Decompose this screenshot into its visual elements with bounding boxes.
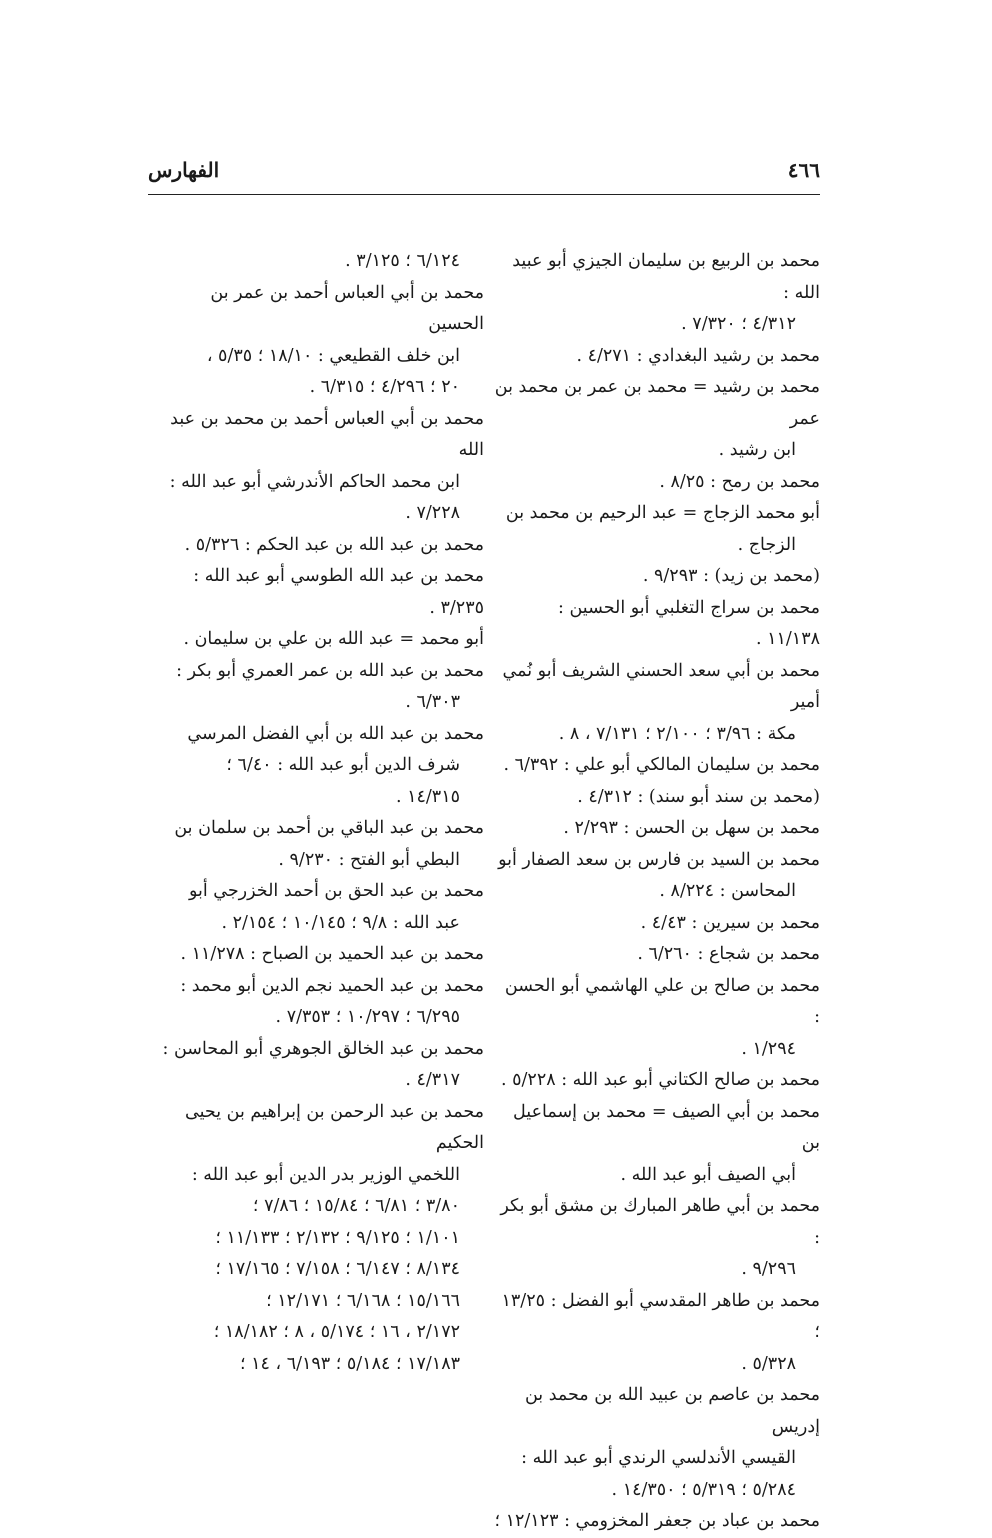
index-column-left — [158, 246, 484, 1380]
index-entry-line: عبد الله : ٩/٨ ؛ ١٠/١٤٥ ؛ ٢/١٥٤ . — [221, 912, 460, 933]
index-entry — [494, 467, 820, 499]
index-entry-line: محمد بن عبد الخالق الجوهري أبو المحاسن : — [162, 1038, 484, 1059]
index-entry-line: أبو محمد الزجاج = عبد الرحيم بن محمد بن — [505, 503, 820, 523]
index-entry — [158, 656, 484, 719]
index-entry-line: محمد بن السيد بن فارس بن سعد الصفار أبو — [498, 849, 820, 870]
index-entry-line: ٦/١٢٤ ؛ ٣/١٢٥ . — [345, 251, 460, 271]
index-entry — [494, 908, 820, 940]
index-entry-line: محمد بن رمح : ٨/٢٥ . — [659, 471, 820, 492]
index-entry-line: ١/٢٩٤ . — [741, 1038, 796, 1059]
index-entry — [158, 813, 484, 876]
index-entry — [494, 561, 820, 593]
index-entry — [494, 1065, 820, 1097]
index-entry-line: ٥/٣٢٨ . — [741, 1353, 796, 1374]
index-entry-line: محمد بن رشيد البغدادي : ٤/٢٧١ . — [576, 345, 820, 366]
index-entry — [494, 1380, 820, 1506]
index-entry-line: محمد بن أبي الصيف = محمد بن إسماعيل بن — [513, 1101, 820, 1153]
index-entry — [158, 719, 484, 814]
running-title: الفهارس — [148, 158, 220, 182]
index-entry-line: ١٧/١٨٣ ؛ ٥/١٨٤ ؛ ٦/١٩٣ ، ١٤ ؛ — [239, 1353, 460, 1374]
index-entry — [158, 876, 484, 939]
index-entry — [158, 939, 484, 971]
index-entry-line: أبو محمد = عبد الله بن علي بن سليمان . — [183, 629, 484, 649]
index-entry-line: محمد بن سراج التغلبي أبو الحسين : ١١/١٣٨ . — [558, 597, 820, 649]
index-entry — [158, 971, 484, 1034]
index-entry-line: ٩/٢٩٦ . — [741, 1259, 796, 1279]
index-entry-line: المحاسن : ٨/٢٢٤ . — [659, 881, 796, 901]
index-entry — [158, 1097, 484, 1381]
index-entry — [158, 246, 484, 278]
index-entry — [494, 1506, 820, 1538]
index-entry — [494, 750, 820, 782]
index-entry-line: ٦/٣٠٣ . — [405, 692, 460, 712]
index-entry-line: محمد بن عبد الباقي بن أحمد بن سلمان بن — [174, 818, 484, 838]
index-entry-line: ٤/٣١٧ . — [405, 1070, 460, 1090]
index-entry-line: محمد بن عبد الرحمن بن إبراهيم بن يحيى الحكيم — [185, 1101, 484, 1153]
index-entry-line: محمد بن أبي العباس أحمد بن عمر بن الحسين — [210, 282, 484, 334]
header-rule — [148, 194, 820, 195]
index-entry-line: اللخمي الوزير بدر الدين أبو عبد الله : — [191, 1164, 460, 1185]
index-entry-line: مكة : ٣/٩٦ ؛ ٢/١٠٠ ؛ ٧/١٣١ ، ٨ . — [558, 723, 796, 744]
index-entry-line: ٧/٢٢٨ . — [405, 503, 460, 523]
index-entry-line: محمد بن طاهر المقدسي أبو الفضل : ١٣/٢٥ ؛ — [501, 1290, 820, 1342]
index-entry-line: القيسي الأندلسي الرندي أبو عبد الله : — [521, 1448, 796, 1468]
index-entry-line: محمد بن سيرين : ٤/٤٣ . — [640, 912, 820, 933]
page-header — [148, 158, 820, 194]
index-entry-line: محمد بن عبد الحميد بن الصباح : ١١/٢٧٨ . — [180, 944, 484, 964]
index-column-right — [494, 246, 820, 1538]
index-entry — [158, 1034, 484, 1097]
index-entry-line: محمد بن أبي طاهر المبارك بن مشق أبو بكر : — [500, 1196, 820, 1248]
index-entry — [494, 593, 820, 656]
index-entry — [158, 624, 484, 656]
index-entry-line: محمد بن عبد الله بن عمر العمري أبو بكر : — [176, 660, 484, 681]
index-entry — [494, 1191, 820, 1286]
index-entry-line: ٦/٢٩٥ ؛ ١٠/٢٩٧ ؛ ٧/٣٥٣ . — [275, 1007, 460, 1027]
index-entry-line: محمد بن عباد بن جعفر المخزومي : ١٢/١٢٣ ؛ — [494, 1511, 820, 1531]
index-entry-line: محمد بن سهل بن الحسن : ٢/٢٩٣ . — [563, 818, 820, 838]
index-entry-line: الزجاج . — [737, 534, 796, 555]
index-entry-line: محمد بن عبد الحق بن أحمد الخزرجي أبو — [188, 881, 484, 901]
index-entry-line: ١٤/٣١٥ . — [395, 786, 460, 807]
index-entry-line: محمد بن صالح بن علي الهاشمي أبو الحسن : — [504, 975, 820, 1027]
index-entry — [158, 530, 484, 562]
index-entry-line: محمد بن أبي سعد الحسني الشريف أبو نُمي أمير — [502, 660, 820, 712]
index-entry — [158, 278, 484, 404]
index-entry — [494, 813, 820, 845]
index-entry-line: (محمد بن زيد) : ٩/٢٩٣ . — [642, 566, 820, 586]
index-entry — [494, 1097, 820, 1192]
index-entry-line: البطي أبو الفتح : ٩/٢٣٠ . — [278, 849, 460, 870]
index-entry-line: ٨/١٣٤ ؛ ٦/١٤٧ ؛ ٧/١٥٨ ؛ ١٧/١٦٥ ؛ — [215, 1259, 460, 1279]
index-entry-line: محمد بن أبي العباس أحمد بن محمد بن عبد الله — [170, 408, 484, 460]
index-entry-line: محمد بن رشيد = محمد بن عمر بن محمد بن عمر — [494, 377, 820, 429]
index-entry-line: محمد بن الربيع بن سليمان الجيزي أبو عبيد الله : — [512, 251, 820, 303]
index-entry-line: ٤/٣١٢ ؛ ٧/٣٢٠ . — [681, 314, 796, 334]
index-entry-line: ٢/١٧٢ ، ١٦ ؛ ٥/١٧٤ ، ٨ ؛ ١٨/١٨٢ ؛ — [213, 1322, 460, 1342]
index-entry-line: محمد بن عبد الله الطوسي أبو عبد الله : ٣/٢٣٥ . — [193, 566, 484, 618]
index-entry-line: محمد بن عاصم بن عبيد الله بن محمد بن إدريس — [524, 1385, 820, 1437]
index-entry — [494, 498, 820, 561]
index-entry-line: ٥/٢٨٤ ؛ ٥/٣١٩ ؛ ١٤/٣٥٠ . — [611, 1479, 796, 1500]
index-entry-line: محمد بن عبد الله بن أبي الفضل المرسي — [187, 723, 484, 744]
index-entry-line: ابن محمد الحاكم الأندرشي أبو عبد الله : — [169, 471, 460, 492]
page-number: ٤٦٦ — [787, 158, 820, 182]
index-entry — [494, 246, 820, 341]
index-entry-line: ٣/٨٠ ؛ ٦/٨١ ؛ ١٥/٨٤ ؛ ٧/٨٦ ؛ — [252, 1196, 460, 1216]
index-entry — [494, 845, 820, 908]
index-entry-line: ٢٠ ؛ ٤/٢٩٦ ؛ ٦/٣١٥ . — [309, 377, 460, 397]
index-entry-line: ١/١٠١ ؛ ٩/١٢٥ ؛ ٢/١٣٢ ؛ ١١/١٣٣ ؛ — [215, 1227, 460, 1248]
index-entry-line: ١٥/١٦٦ ؛ ٦/١٦٨ ؛ ١٢/١٧١ ؛ — [266, 1290, 460, 1311]
index-entry — [494, 782, 820, 814]
index-entry-line: محمد بن سليمان المالكي أبو علي : ٦/٣٩٢ . — [503, 755, 820, 775]
index-entry — [158, 404, 484, 530]
index-entry-line: شرف الدين أبو عبد الله : ٦/٤٠ ؛ — [226, 755, 460, 775]
index-entry-line: محمد بن عبد الحميد نجم الدين أبو محمد : — [180, 975, 484, 996]
index-entry — [494, 939, 820, 971]
index-entry-line: (محمد بن سند أبو سند) : ٤/٣١٢ . — [577, 786, 820, 807]
index-entry — [494, 1286, 820, 1381]
index-entry-line: محمد بن شجاع : ٦/٢٦٠ . — [637, 944, 820, 964]
index-entry — [158, 561, 484, 624]
index-entry-line: ابن رشيد . — [718, 440, 796, 460]
index-entry — [494, 656, 820, 751]
index-entry — [494, 971, 820, 1066]
index-entry-line: ابن خلف القطيعي : ١٨/١٠ ؛ ٥/٣٥ ، — [206, 345, 460, 366]
index-entry-line: محمد بن عبد الله بن عبد الحكم : ٥/٣٢٦ . — [184, 534, 484, 555]
index-entry-line: محمد بن صالح الكتاني أبو عبد الله : ٥/٢٢٨ . — [500, 1070, 820, 1090]
index-entry — [494, 341, 820, 373]
index-entry — [494, 372, 820, 467]
index-entry-line: أبي الصيف أبو عبد الله . — [620, 1164, 796, 1185]
